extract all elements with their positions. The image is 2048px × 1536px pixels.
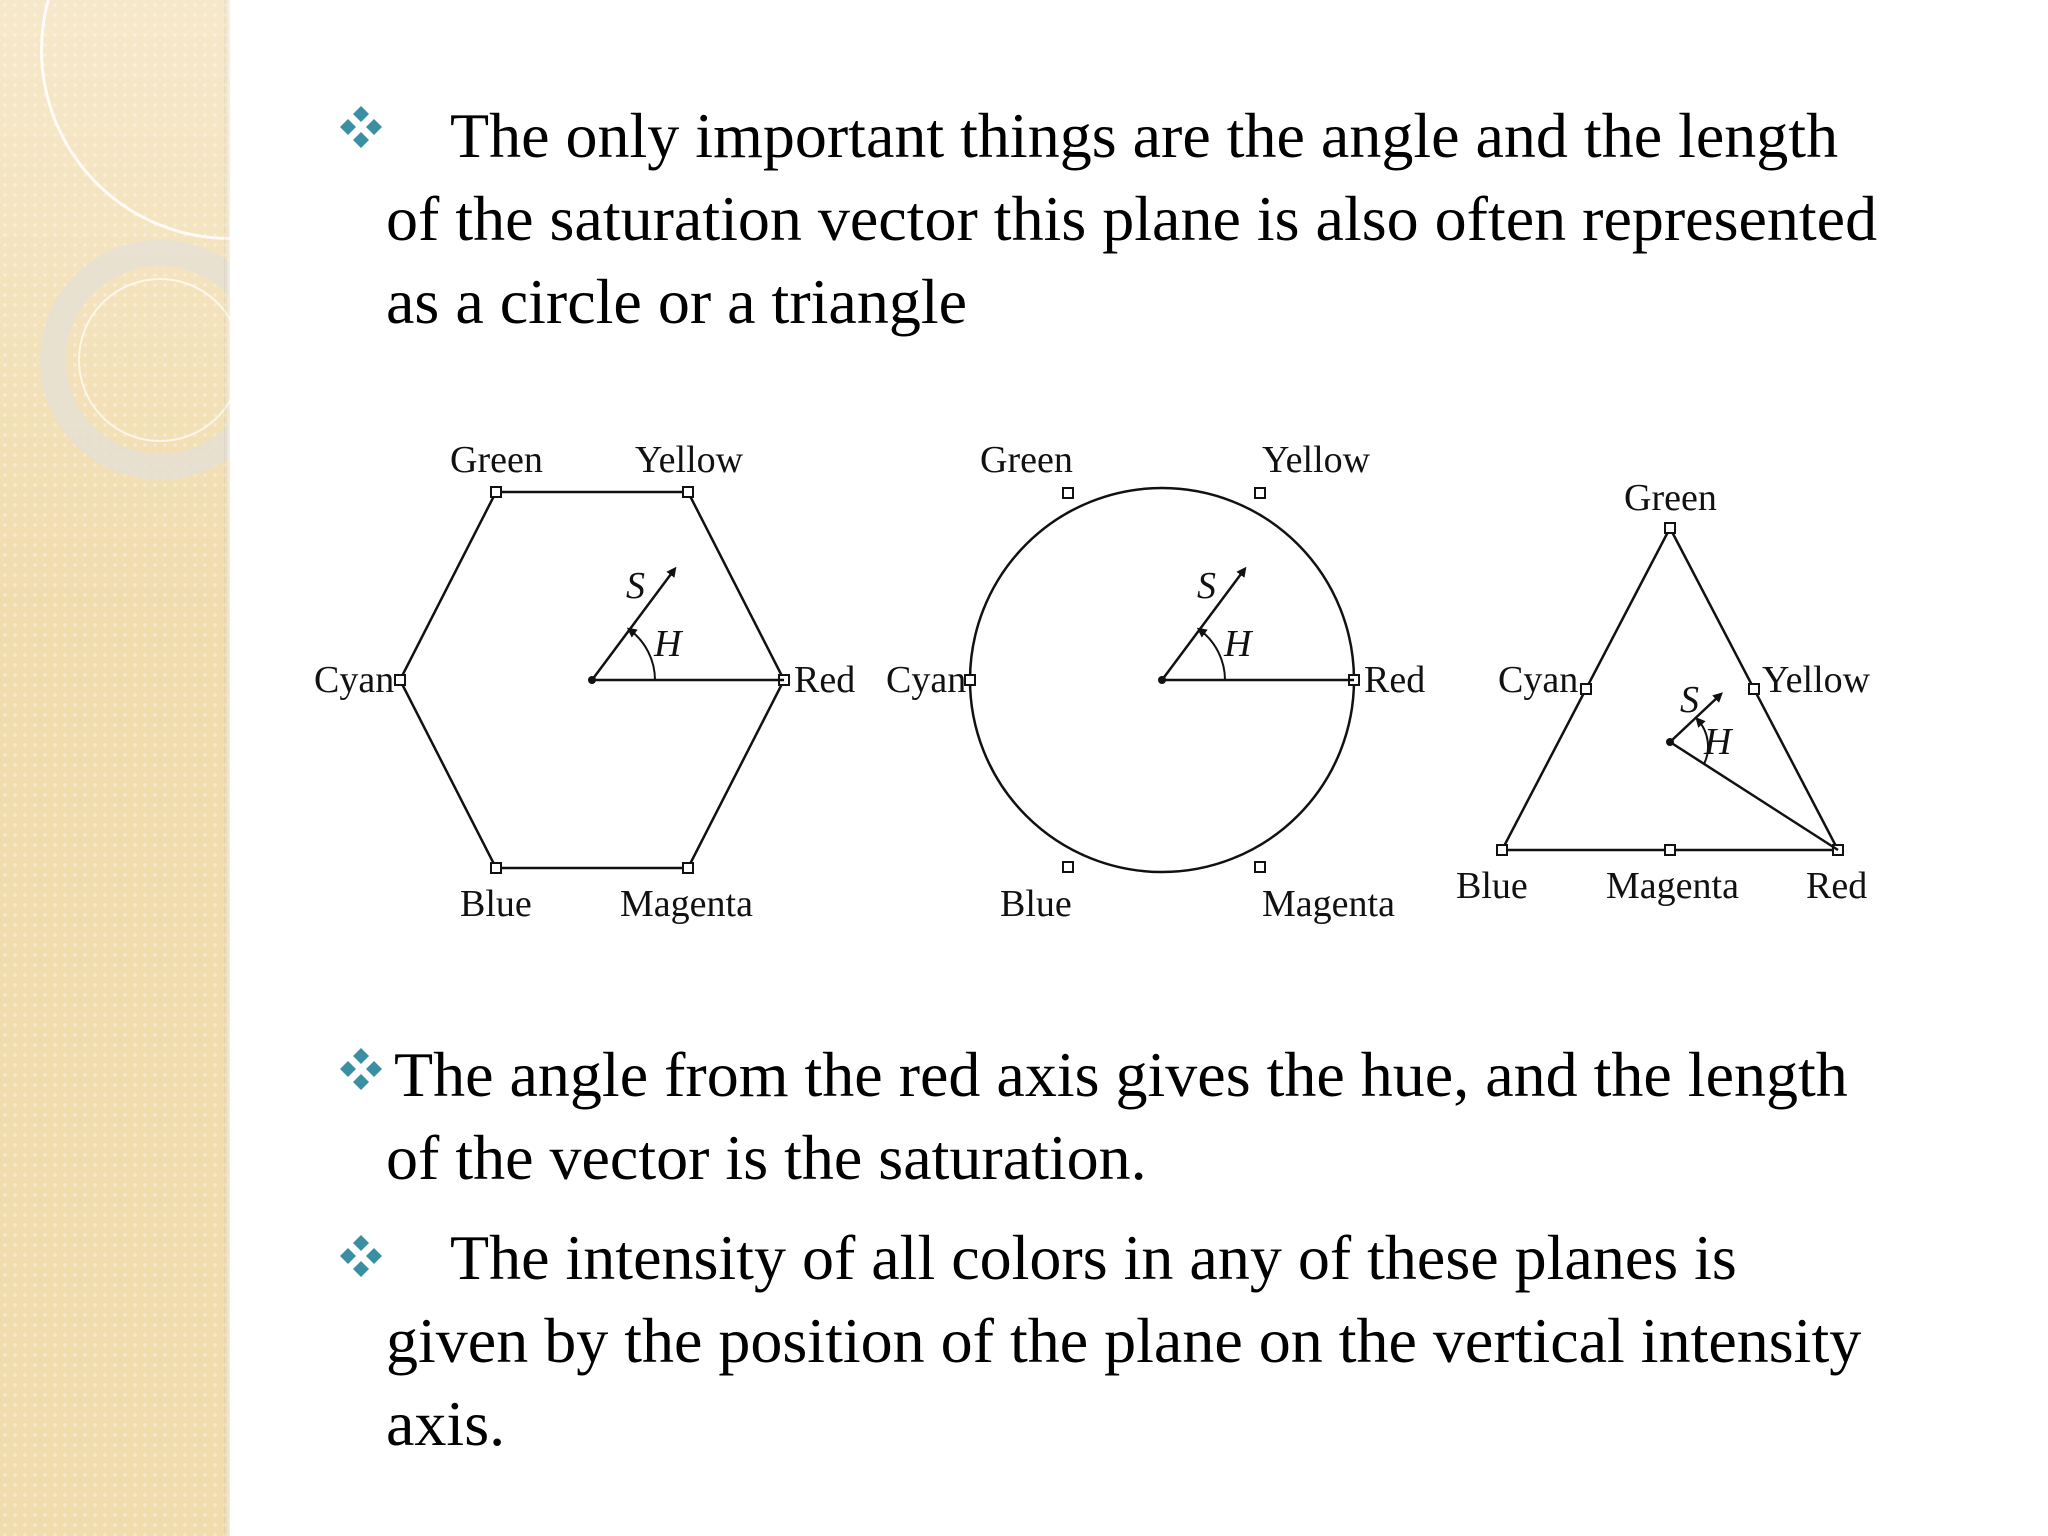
circle-diagram — [886, 439, 1425, 925]
red-axis-line — [1670, 742, 1838, 850]
label-red: Red — [1806, 865, 1868, 907]
label-yellow: Yellow — [1762, 659, 1871, 701]
triangle-diagram — [1456, 477, 1871, 907]
bullet-diamond-icon — [338, 104, 384, 150]
vertex-marker — [491, 863, 501, 873]
vertex-marker — [1749, 684, 1759, 694]
label-h: H — [1704, 721, 1732, 763]
vertex-marker — [1497, 845, 1507, 855]
vertex-marker — [491, 487, 501, 497]
vertex-marker — [1063, 488, 1073, 498]
hsi-plane-diagrams — [300, 420, 1900, 940]
paragraph-hue-definition: The angle from the red axis gives the hue, and the length of the vector is the saturation. — [386, 1039, 1848, 1193]
label-cyan: Cyan — [886, 659, 967, 701]
label-yellow: Yellow — [1262, 439, 1371, 481]
bullet-diamond-icon — [338, 1233, 384, 1279]
vertex-marker — [683, 863, 693, 873]
label-blue: Blue — [1456, 865, 1528, 907]
label-h: H — [1224, 623, 1252, 665]
paragraph-intensity-definition: The intensity of all colors in any of these planes is given by the position of the plane on the vertical intensity axis. — [386, 1222, 1862, 1459]
hue-arc — [1200, 630, 1225, 680]
decorative-sidebar — [0, 0, 230, 1536]
label-yellow: Yellow — [635, 439, 744, 481]
bullet-diamond-icon — [338, 1046, 384, 1092]
vertex-marker — [1665, 845, 1675, 855]
vertex-marker — [395, 675, 405, 685]
label-s: S — [1197, 565, 1216, 607]
vertex-marker — [1581, 684, 1591, 694]
sidebar-edge — [224, 0, 230, 1536]
vertex-marker — [1063, 862, 1073, 872]
label-green: Green — [450, 439, 543, 481]
label-s: S — [1680, 679, 1699, 721]
label-magenta: Magenta — [1262, 883, 1395, 925]
label-s: S — [626, 565, 645, 607]
paragraph-angle-and-saturation: The only important things are the angle and the length of the saturation vector this plane is also often represented as a circle or a triangle — [386, 100, 1878, 337]
vertex-marker — [1255, 862, 1265, 872]
vertex-marker — [1255, 488, 1265, 498]
vertex-marker — [1665, 523, 1675, 533]
decorative-ring — [78, 278, 230, 442]
vertex-marker — [965, 675, 975, 685]
label-magenta: Magenta — [620, 883, 753, 925]
label-h: H — [654, 623, 682, 665]
vertex-marker — [683, 487, 693, 497]
label-green: Green — [1624, 477, 1717, 519]
label-red: Red — [794, 659, 856, 701]
label-blue: Blue — [1000, 883, 1072, 925]
label-cyan: Cyan — [1498, 659, 1579, 701]
label-green: Green — [980, 439, 1073, 481]
hexagon-diagram — [314, 439, 855, 925]
bullet-diamonds — [340, 106, 382, 148]
label-blue: Blue — [460, 883, 532, 925]
hue-arc — [630, 630, 655, 680]
label-cyan: Cyan — [314, 659, 395, 701]
label-magenta: Magenta — [1606, 865, 1739, 907]
label-red: Red — [1364, 659, 1426, 701]
